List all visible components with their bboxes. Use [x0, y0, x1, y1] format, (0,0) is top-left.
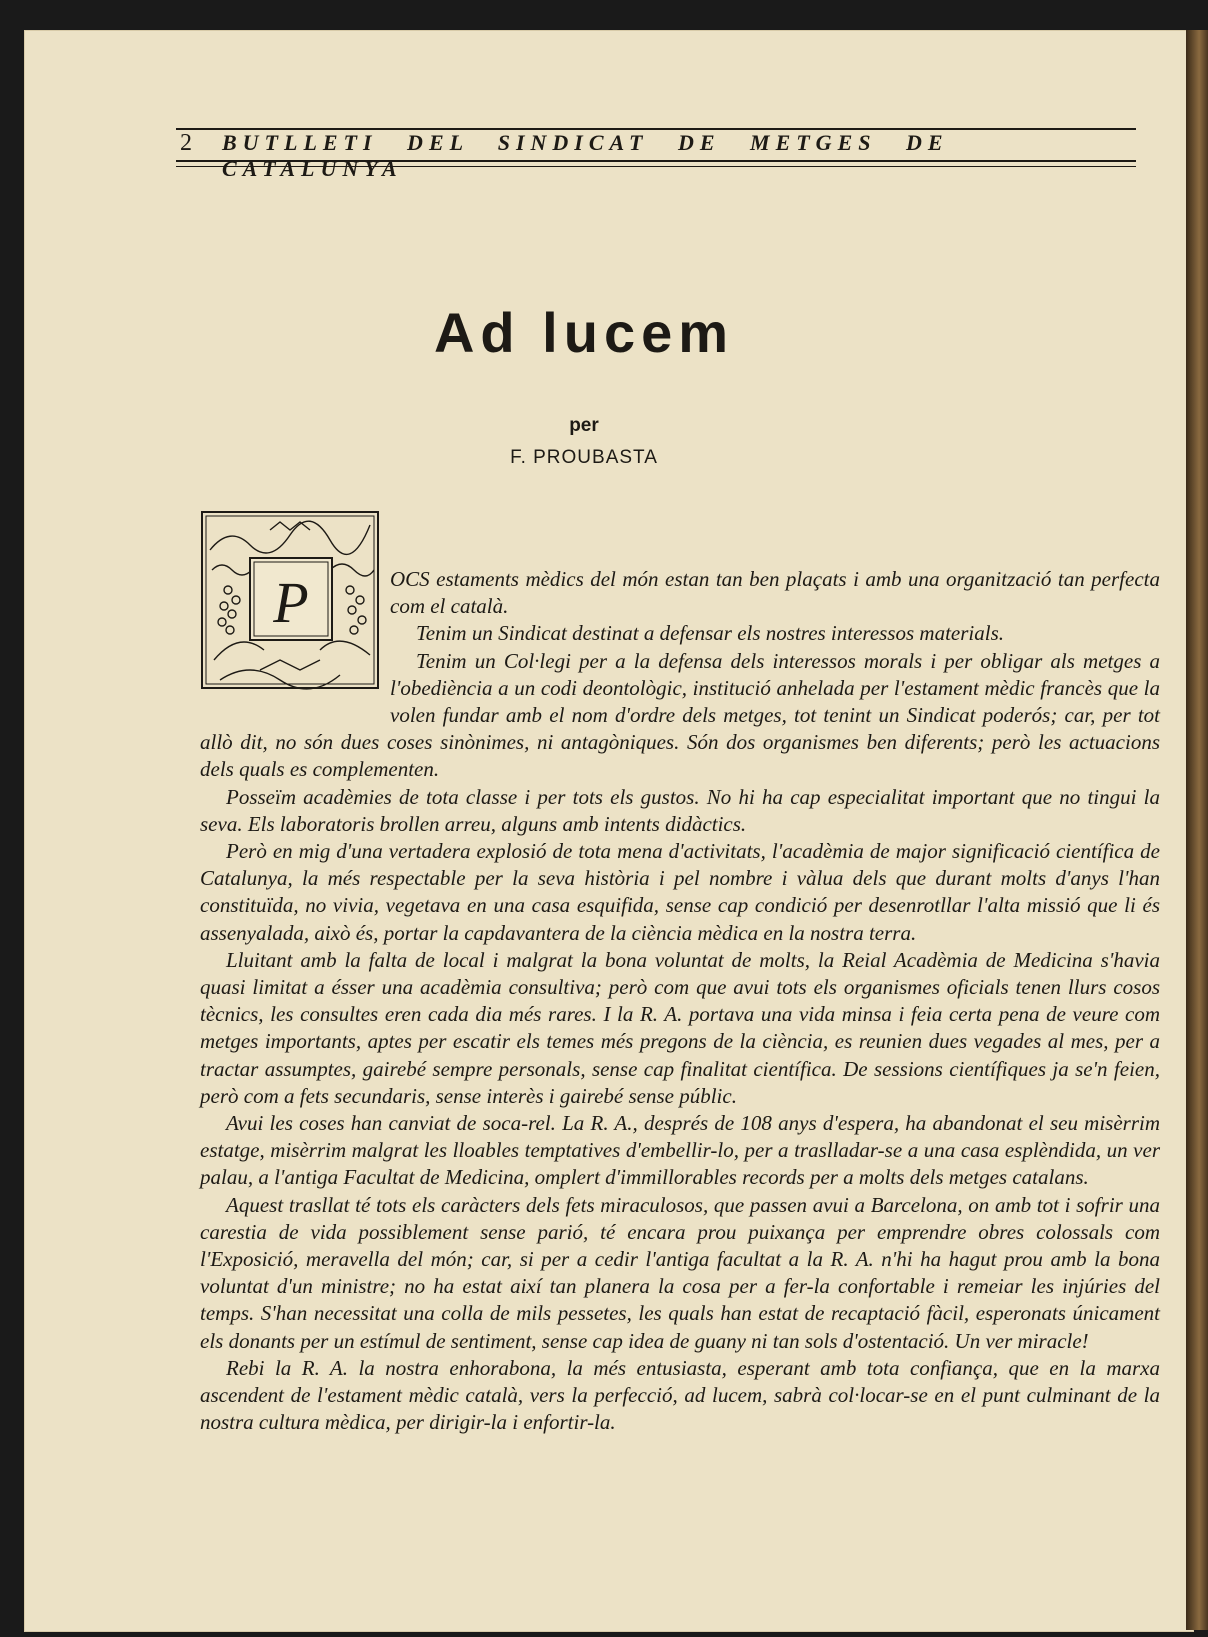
paragraph: Avui les coses han canviat de soca-rel. La R. A., després de 108 anys d'espera, ha abandonat el seu misèrrim estatge, misèrrim malgrat les lloables temptatives d'embellir-lo, per a traslladar-se a una casa esplèndida, un ver palau, a l'antiga Facultat de Medicina, omplert d'immillorables records per a molts dels metges catalans.: [200, 1111, 1160, 1190]
article-body: [200, 566, 1160, 1437]
paragraph: Lluitant amb la falta de local i malgrat la bona voluntat de molts, la Reial Acadèmia de Medicina s'havia quasi limitat a ésser una acadèmia consultiva; però com que avui tots els organismes oficials tenen llurs cosos tècnics, les consultes eren cada dia més rares. I la R. A. portava una vida minsa i feia certa pena de veure com metges importants, aptes per escatir els temes més pregons de la ciència, es reunien dues vegades al mes, per a tractar assumptes, gairebé sempre personals, sense cap finalitat científica. De sessions científiques ja se'n feien, però com a fets secundaris, sense interès i gairebé sense públic.: [200, 947, 1160, 1108]
byline-author: F. PROUBASTA: [510, 447, 658, 468]
paragraph: Rebi la R. A. la nostra enhorabona, la més entusiasta, esperant amb tota confiança, que en la marxa ascendent de l'estament mèdic català, vers la perfecció, ad lucem, sabrà col·locar-se en el punt culminant de la nostra cultura mèdica, per dirigir-la i enfortir-la.: [200, 1355, 1160, 1435]
paragraph: Posseïm acadèmies de tota classe i per tots els gustos. No hi ha cap especialitat important que no tingui la seva. Els laboratoris brollen arreu, alguns amb intents didàctics.: [200, 784, 1160, 836]
journal-title: BUTLLETI DEL SINDICAT DE METGES DE CATALUNYA: [222, 130, 949, 181]
initial-float-space: [200, 566, 390, 716]
paragraph: Tenim un Col·legi per a la defensa dels interessos morals i per obligar als metges a l'obediència a un codi deontològic, institució anhelada per l'estament mèdic francès que la volen fundar amb el nom d'ordre dels metges, tot tenint un Sindicat poderós; car, per tot allò dit, no són dues coses sinònimes, ni antagòniques. Són dos organismes ben diferents; però les actuacions dels quals es complementen.: [200, 648, 1160, 782]
header-row: [176, 130, 1136, 181]
paragraph: Però en mig d'una vertadera explosió de tota mena d'activitats, l'acadèmia de major significació científica de Catalunya, la més respectable per la seva història i pel nombre i vàlua dels que durant molts d'anys l'han constituïda, no vivia, vegetava en una casa esquifida, sense cap condició per desenrotllar l'alta missió que li és assenyalada, això és, portar la capdavantera de la ciència mèdica en la nostra terra.: [200, 839, 1160, 945]
running-header: [176, 128, 1136, 181]
article-title: Ad lucem: [433, 301, 735, 364]
byline-per: per: [569, 415, 599, 436]
page-number: 2: [180, 130, 192, 156]
svg-text:P: P: [273, 570, 309, 635]
paragraph: Tenim un Sindicat destinat a defensar els nostres interessos materials.: [416, 621, 1004, 646]
byline: [0, 410, 1168, 474]
book-binding: [1186, 30, 1208, 1630]
paragraph: Aquest trasllat té tots els caràcters dels fets miraculosos, que passen avui a Barcelona, on amb tot i sofrir una carestia de vida possiblement sense parió, té encara prou puixança per emprendre obres colossals com l'Exposició, meravella del món; car, si per a cedir l'antiga facultat a la R. A. n'hi ha hagut prou amb la bona voluntat d'un ministre; no ha estat així tan planera la cosa per a fer-la confortable i remeiar les injúries del temps. S'han necessitat una colla de mils pessetes, les quals han estat de recaptació fàcil, esperonats únicament els donants per un estímul de sentiment, sense cap idea de guany ni tan sols d'ostentació. Un ver miracle!: [200, 1192, 1160, 1353]
paragraph: OCS estaments mèdics del món estan tan ben plaçats i amb una organització tan perfecta com el català.: [390, 567, 1160, 619]
